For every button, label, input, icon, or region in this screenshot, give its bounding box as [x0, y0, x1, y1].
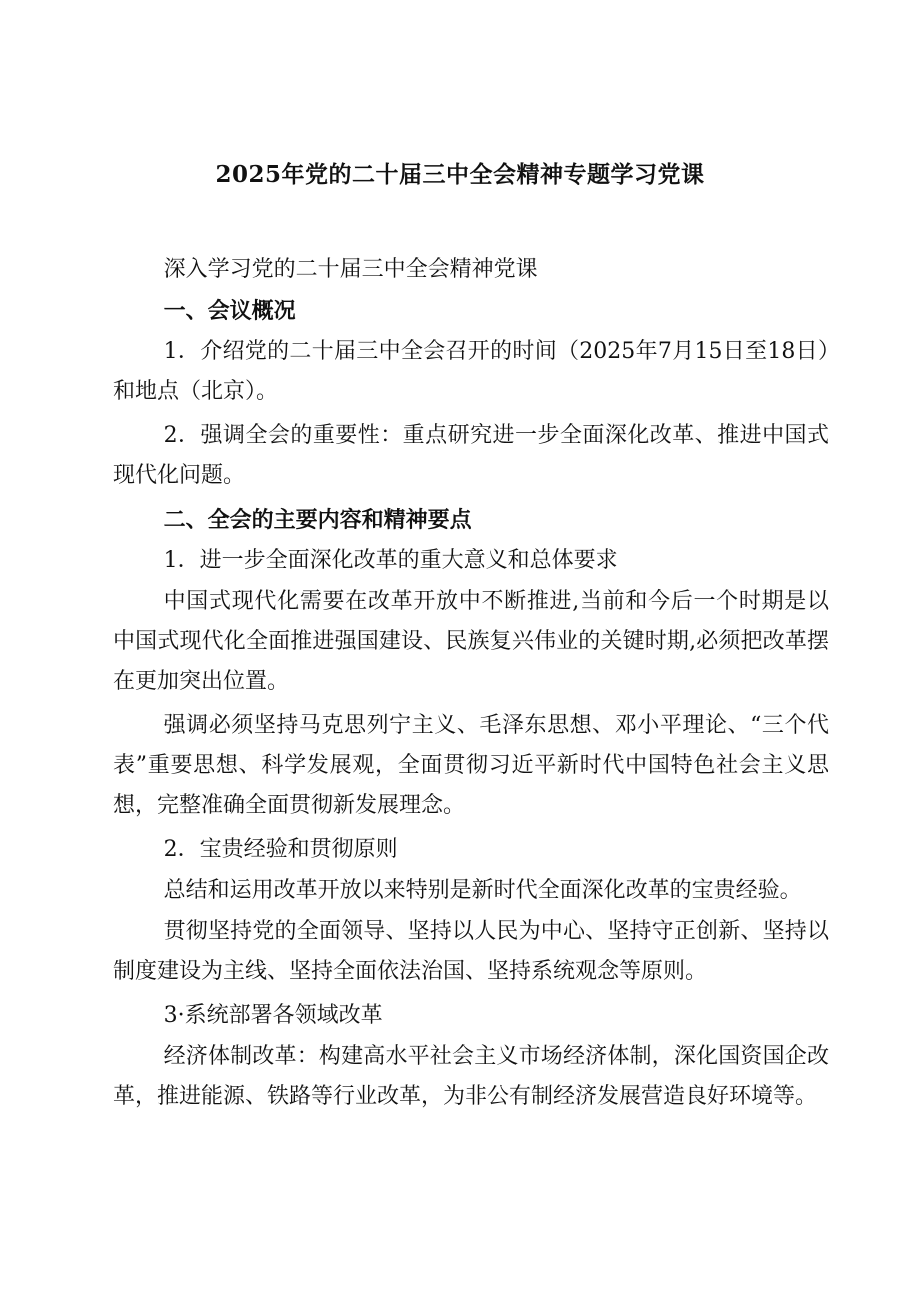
paragraph: 总结和运用改革开放以来特别是新时代全面深化改革的宝贵经验。: [163, 878, 802, 903]
paragraph: 3·系统部署各领域改革: [163, 1003, 383, 1028]
paragraph: 2．宝贵经验和贯彻原则: [163, 837, 398, 862]
paragraph: 贯彻坚持党的全面领导、坚持以人民为中心、坚持守正创新、坚持以制度建设为主线、坚持全面依法治国、坚持系统观念等原则。: [113, 919, 829, 984]
document-title: 2025年党的二十届三中全会精神专题学习党课: [215, 161, 705, 188]
document-body: [113, 250, 829, 1118]
paragraph: 中国式现代化需要在改革开放中不断推进,当前和今后一个时期是以中国式现代化全面推进强国建设、民族复兴伟业的关键时期,必须把改革摆在更加突出位置。: [113, 589, 829, 694]
paragraph: 强调必须坚持马克思列宁主义、毛泽东思想、邓小平理论、“三个代表”重要思想、科学发展观，全面贯彻习近平新时代中国特色社会主义思想，完整准确全面贯彻新发展理念。: [113, 713, 829, 818]
paragraph: 1．进一步全面深化改革的重大意义和总体要求: [163, 548, 618, 573]
section-heading-2: 二、全会的主要内容和精神要点: [163, 507, 472, 533]
paragraph: 经济体制改革：构建高水平社会主义市场经济体制，深化国资国企改革，推进能源、铁路等行业改革，为非公有制经济发展营造良好环境等。: [113, 1044, 829, 1109]
paragraph-subtitle: 深入学习党的二十届三中全会精神党课: [163, 257, 538, 282]
paragraph: 2．强调全会的重要性：重点研究进一步全面深化改革、推进中国式现代化问题。: [113, 423, 829, 488]
section-heading-1: 一、会议概况: [163, 298, 296, 324]
paragraph: 1．介绍党的二十届三中全会召开的时间（2025年7月15日至18日）和地点（北京）。: [113, 339, 829, 404]
